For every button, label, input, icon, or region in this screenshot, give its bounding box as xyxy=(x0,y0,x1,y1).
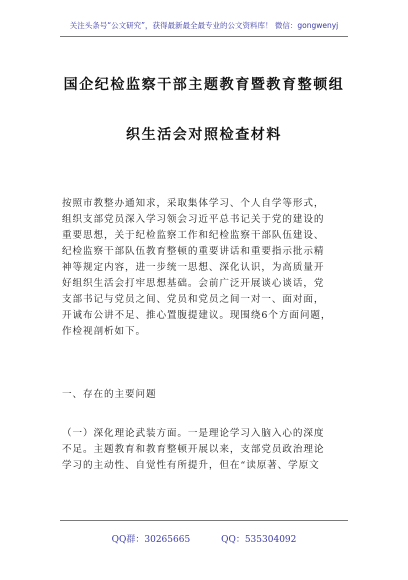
intro-line: 神等规定内容，进一步统一思想、深化认识，为高质量开 xyxy=(62,262,325,273)
subsection-line: （一）深化理论武装方面。一是理论学习入脑入心的深度 xyxy=(62,428,325,439)
footer-contact xyxy=(0,532,408,545)
intro-line: 作检视剖析如下。 xyxy=(62,326,146,337)
header-banner: 关注头条号“公文研究”，获得最新最全最专业的公文资料库！ 微信：gongwenyj xyxy=(69,21,339,30)
intro-line: 开诚布公讲不足、推心置腹提建议。现围绕6个方面问题， xyxy=(62,310,332,321)
footer-divider xyxy=(60,520,348,521)
intro-line: 支部书记与党员之间、党员和党员之间一对一、面对面， xyxy=(62,294,325,305)
document-title-line-2: 织生活会对照检查材料 xyxy=(126,127,282,143)
footer-qq-number: QQ：535304092 xyxy=(221,535,297,545)
intro-line: 按照市教整办通知求，采取集体学习、个人自学等形式， xyxy=(62,198,325,209)
subsection-line: 不足。主题教育和教育整顿开展以来，支部党员政治理论 xyxy=(62,444,325,455)
subsection-paragraph xyxy=(62,426,348,474)
document-title-line-1: 国企纪检监察干部主题教育暨教育整顿组 xyxy=(63,77,345,93)
header-divider xyxy=(60,36,348,37)
footer-qq-group: QQ群：30265665 xyxy=(111,535,191,545)
subsection-line: 学习的主动性、自觉性有所提升，但在“读原著、学原文 xyxy=(62,460,320,471)
intro-line: 组织支部党员深入学习领会习近平总书记关于党的建设的 xyxy=(62,214,325,225)
intro-line: 好组织生活会打牢思想基础。会前广泛开展谈心谈话，党 xyxy=(62,278,325,289)
section-heading: 一、存在的主要问题 xyxy=(62,389,157,400)
intro-line: 纪检监察干部队伍教育整顿的重要讲话和重要指示批示精 xyxy=(62,246,325,257)
intro-line: 重要思想，关于纪检监察工作和纪检监察干部队伍建设、 xyxy=(62,230,325,241)
intro-paragraph xyxy=(62,196,348,340)
